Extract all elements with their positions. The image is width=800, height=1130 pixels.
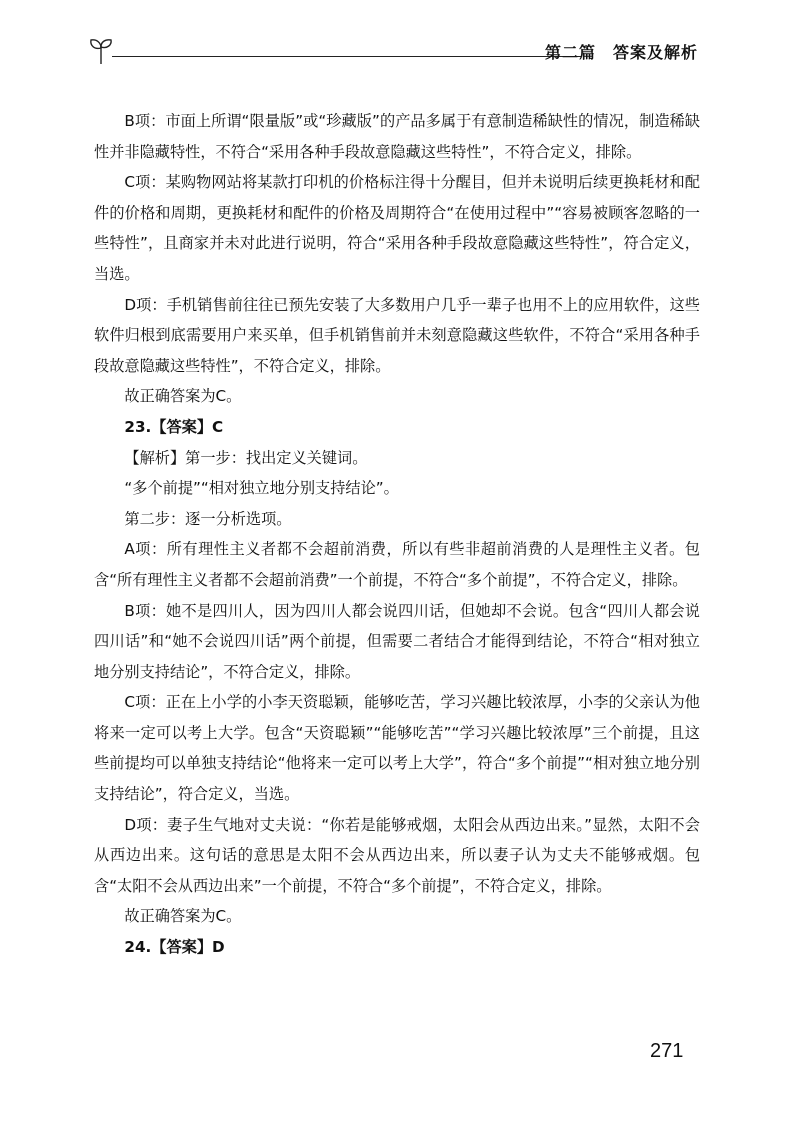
paragraph-option-d: D项：手机销售前往往已预先安装了大多数用户几乎一辈子也用不上的应用软件，这些软件归根到底需要用户来买单，但手机销售前并未刻意隐藏这些软件，不符合“采用各种手段故意隐藏这些特性”，不符合定义，排除。 [94, 295, 700, 375]
header-rule [112, 56, 582, 57]
page-header [88, 30, 698, 70]
paragraph-option-c: C项：某购物网站将某款打印机的价格标注得十分醒目，但并未说明后续更换耗材和配件的价格和周期，更换耗材和配件的价格及周期符合“在使用过程中”“容易被顾客忽略的一些特性”，且商家并未对此进行说明，符合“采用各种手段故意隐藏这些特性”，符合定义，当选。 [94, 173, 700, 283]
page-number: 271 [650, 1040, 684, 1062]
definition-keywords: “多个前提”“相对独立地分别支持结论”。 [124, 479, 399, 498]
sprout-icon [88, 36, 114, 66]
paragraph-option-c-23: C项：正在上小学的小李天资聪颖，能够吃苦，学习兴趣比较浓厚，小李的父亲认为他将来一定可以考上大学。包含“天资聪颖”“能够吃苦”“学习兴趣比较浓厚”三个前提，且这些前提均可以单独支持结论“他将来一定可以考上大学”，符合“多个前提”“相对独立地分别支持结论”，符合定义，当选。 [94, 693, 700, 804]
answer-heading-23: 23.【答案】C [124, 417, 224, 436]
paragraph-option-b: B项：市面上所谓“限量版”或“珍藏版”的产品多属于有意制造稀缺性的情况，制造稀缺性并非隐藏特性，不符合“采用各种手段故意隐藏这些特性”，不符合定义，排除。 [94, 112, 700, 161]
paragraph-conclusion-23: 故正确答案为C。 [124, 907, 242, 926]
answer-explanation-body [94, 106, 700, 963]
paragraph-conclusion: 故正确答案为C。 [124, 387, 242, 406]
analysis-step-two: 第二步：逐一分析选项。 [124, 509, 292, 528]
analysis-step-one: 【解析】第一步：找出定义关键词。 [124, 448, 368, 467]
paragraph-option-a: A项：所有理性主义者都不会超前消费，所以有些非超前消费的人是理性主义者。包含“所有理性主义者都不会超前消费”一个前提，不符合“多个前提”，不符合定义，排除。 [94, 540, 700, 589]
paragraph-option-d-23: D项：妻子生气地对丈夫说：“你若是能够戒烟，太阳会从西边出来。”显然，太阳不会从西边出来。这句话的意思是太阳不会从西边出来，所以妻子认为丈夫不能够戒烟。包含“太阳不会从西边出来”一个前提，不符合“多个前提”，不符合定义，排除。 [94, 815, 700, 895]
answer-heading-24: 24.【答案】D [124, 938, 225, 957]
section-title: 第二篇 答案及解析 [544, 43, 698, 62]
paragraph-option-b-23: B项：她不是四川人，因为四川人都会说四川话，但她却不会说。包含“四川人都会说四川话”和“她不会说四川话”两个前提，但需要二者结合才能得到结论，不符合“相对独立地分别支持结论”，不符合定义，排除。 [94, 601, 700, 681]
